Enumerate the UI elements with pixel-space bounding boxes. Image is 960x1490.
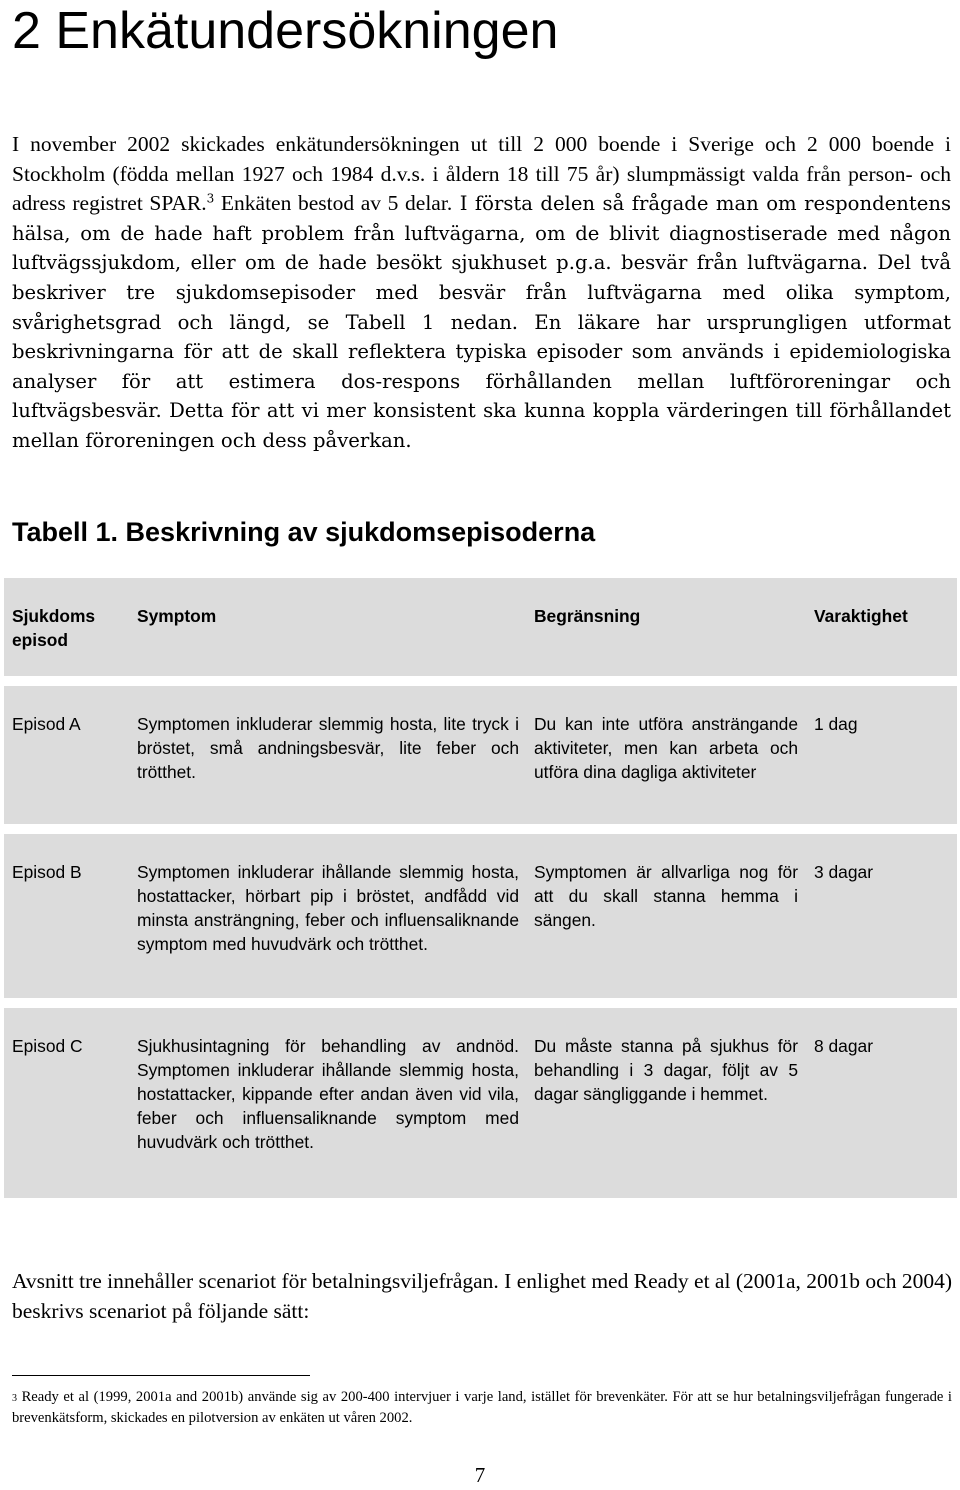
footnote-reference[interactable]: 3 xyxy=(206,191,215,206)
table-title: Tabell 1. Beskrivning av sjukdomsepisoderna xyxy=(12,517,596,547)
header-limitation: Begränsning xyxy=(534,606,641,626)
row-separator xyxy=(4,998,957,1008)
episode-name: Episod B xyxy=(12,862,82,882)
page-number: 7 xyxy=(474,1463,486,1487)
header-episode: Sjukdoms episod xyxy=(12,606,96,650)
episode-duration: 1 dag xyxy=(814,714,858,734)
footnote-mark: 3 xyxy=(12,1393,17,1404)
header-symptom: Symptom xyxy=(137,606,217,626)
footnote-text: Ready et al (1999, 2001a and 2001b) använde sig av 200-400 intervjuer i varje land, istället för brevenkäter. För att se hur betalningsviljefrågan fungerade i brevenkätsform, skickades en pilotversion av enkäten ut våren 2002. xyxy=(12,1389,952,1426)
table-row xyxy=(4,834,957,998)
episode-symptom: Symptomen inkluderar ihållande slemmig hosta, hostattacker, hörbart pip i bröstet, andfådd vid minsta ansträngning, feber och influensaliknande symptom med huvudvärk och trötthet. xyxy=(137,862,519,954)
intro-text-part1: I november 2002 skickades enkätundersökningen ut till 2 000 boende i Sverige och 2 000 boende i Stockholm (födda mellan 1927 och 1984 d.v.s. i åldern 18 till 75 år) slumpmässigt valda från person- och adress registret SPAR. xyxy=(12,132,951,216)
scenario-paragraph: Avsnitt tre innehåller scenariot för betalningsviljefrågan. I enlighet med Ready et al (2001a, 2001b och 2004) beskrivs scenariot på följande sätt: xyxy=(12,1269,952,1323)
episode-name: Episod A xyxy=(12,714,81,734)
episode-duration: 3 dagar xyxy=(814,862,873,882)
footnote-divider xyxy=(12,1375,310,1376)
episode-duration: 8 dagar xyxy=(814,1036,873,1056)
row-separator xyxy=(4,676,957,686)
header-duration: Varaktighet xyxy=(814,606,908,626)
episode-symptom: Sjukhusintagning för behandling av andnöd. Symptomen inkluderar ihållande slemmig hosta, hostattacker, kippande efter andan även vid vila, feber och influensaliknande symptom med huvudvärk och trötthet. xyxy=(137,1036,519,1152)
episode-name: Episod C xyxy=(12,1036,83,1056)
episode-limitation: Symptomen är allvarliga nog för att du skall stanna hemma i sängen. xyxy=(534,862,798,930)
row-separator xyxy=(4,824,957,834)
intro-paragraph xyxy=(12,130,951,456)
table-row xyxy=(4,1008,957,1198)
intro-text-part2: Enkäten bestod av 5 delar. xyxy=(214,191,453,216)
episodes-table xyxy=(4,578,957,1198)
episode-symptom: Symptomen inkluderar slemmig hosta, lite tryck i bröstet, små andningsbesvär, lite feber och trötthet. xyxy=(137,714,519,782)
episode-limitation: Du måste stanna på sjukhus för behandling i 3 dagar, följt av 5 dagar sängliggande i hemmet. xyxy=(534,1036,798,1104)
footnote xyxy=(12,1388,952,1428)
table-header-row xyxy=(4,578,957,676)
episode-limitation: Du kan inte utföra ansträngande aktiviteter, men kan arbeta och utföra dina dagliga aktiviteter xyxy=(534,714,798,782)
table-row xyxy=(4,686,957,824)
section-heading: 2 Enkätundersökningen xyxy=(12,2,559,60)
intro-text-part3: I första delen så frågade man om respondentens hälsa, om de hade haft problem från luftvägarna, om de blivit diagnostiserade med någon luftvägssjukdom, eller om de hade besökt sjukhuset p.g.a. besvär från luftvägarna. Del två beskriver tre sjukdomsepisoder med besvär från luftvägarna med olika symptom, svårighetsgrad och längd, se Tabell 1 nedan. En läkare har ursprungligen utformat beskrivningarna för att de skall reflektera typiska episoder som används i epidemiologiska analyser för att estimera dos-respons förhållanden mellan luftföroreningar och luftvägsbesvär. Detta för att vi mer konsistent ska kunna koppla värderingen till förhållandet mellan föroreningen och dess påverkan. xyxy=(12,192,951,452)
